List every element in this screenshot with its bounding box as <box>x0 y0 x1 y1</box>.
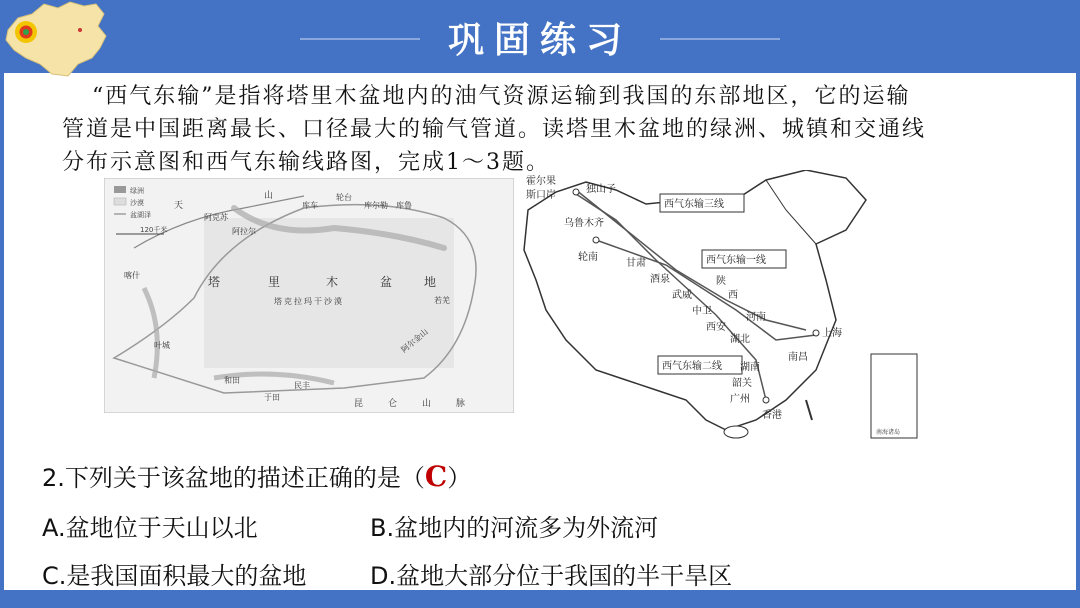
place-label: 陕 <box>716 276 726 287</box>
place-label: 和田 <box>224 376 240 385</box>
question-close: ） <box>447 464 472 492</box>
slide-title: 巩固练习 <box>447 19 632 61</box>
legend-label: 绿洲 <box>130 187 144 195</box>
legend-label: 盆湖泽 <box>130 211 151 219</box>
city-marker <box>593 237 599 243</box>
place-label: 上海 <box>822 328 842 339</box>
place-label: 斯口岸 <box>526 190 556 201</box>
place-label: 阿克苏 <box>204 213 228 222</box>
place-label: 湖南 <box>740 362 760 373</box>
option-c[interactable]: C.是我国面积最大的盆地 <box>42 562 307 590</box>
passage-line: “西气东输”是指将塔里木盆地内的油气资源运输到我国的东部地区，它的运输 <box>92 84 911 109</box>
place-label: 叶城 <box>154 341 170 350</box>
place-label: 木 <box>326 275 339 289</box>
place-label: 昆 <box>354 399 364 409</box>
passage-line: 分布示意图和西气东输线路图，完成1～3题。 <box>62 150 550 175</box>
place-label: 塔 <box>208 275 221 289</box>
place-label: 广州 <box>730 394 750 405</box>
place-label: 脉 <box>456 399 466 409</box>
place-label: 武威 <box>672 290 692 301</box>
place-label: 阿尔金山 <box>399 327 430 355</box>
place-label: 湖北 <box>730 334 750 345</box>
frame-right <box>1076 73 1080 590</box>
answer-mark: C <box>424 460 448 493</box>
place-label: 河南 <box>746 312 766 323</box>
place-label: 民丰 <box>294 381 310 390</box>
place-label: 山 <box>422 399 432 409</box>
place-label: 山 <box>264 191 274 201</box>
city-marker <box>813 330 819 336</box>
place-label: 中卫 <box>692 306 712 317</box>
legend-label: 沙漠 <box>130 199 144 207</box>
footer-bar <box>0 590 1080 608</box>
pipeline-route-map <box>516 170 926 442</box>
place-label: 甘肃 <box>626 258 646 269</box>
place-label: 酒泉 <box>650 274 670 285</box>
legend-swatch-oasis <box>114 186 126 193</box>
inset-south-china-sea <box>871 354 917 438</box>
place-label: 盆 <box>380 275 393 289</box>
place-label: 独山子 <box>586 184 616 195</box>
option-d[interactable]: D.盆地大部分位于我国的半干旱区 <box>370 562 733 590</box>
place-label: 库车 <box>302 201 318 210</box>
place-label: 韶关 <box>732 378 752 389</box>
place-label: 乌鲁木齐 <box>564 218 604 229</box>
place-label: 里 <box>268 275 281 289</box>
place-label: 霍尔果 <box>526 176 556 187</box>
place-label: 库尔勒 <box>364 201 388 210</box>
title-bar <box>0 0 1080 73</box>
pipeline-label-3: 西气东输三线 <box>664 199 724 210</box>
legend-swatch-desert <box>114 198 126 205</box>
place-label: 地 <box>424 275 437 289</box>
pipeline-label-1: 西气东输一线 <box>706 255 766 266</box>
place-label: 轮南 <box>578 252 598 263</box>
city-marker <box>573 189 579 195</box>
place-label: 若羌 <box>434 296 450 305</box>
tarim-basin-map <box>104 178 514 413</box>
place-label: 阿拉尔 <box>232 227 256 236</box>
question-text: 2.下列关于该盆地的描述正确的是（ <box>42 464 425 492</box>
place-label: 南昌 <box>788 352 808 363</box>
place-label: 西 <box>728 290 738 301</box>
place-label: 轮台 <box>336 193 352 202</box>
china-map-icon <box>0 0 120 82</box>
place-label: 塔克拉玛干沙漠 <box>274 297 344 306</box>
passage-line: 管道是中国距离最长、口径最大的输气管道。读塔里木盆地的绿洲、城镇和交通线 <box>62 117 927 142</box>
option-a[interactable]: A.盆地位于天山以北 <box>42 514 258 542</box>
place-label: 库鲁 <box>396 201 412 210</box>
place-label: 西安 <box>706 322 726 333</box>
pipeline-label-2: 西气东输二线 <box>662 361 722 372</box>
inset-label: 南海诸岛 <box>876 429 901 436</box>
scale-label: 120千米 <box>140 226 168 234</box>
place-label: 于田 <box>264 393 280 402</box>
place-label: 香港 <box>762 410 782 421</box>
place-label: 天 <box>174 201 184 211</box>
question-stem <box>42 458 471 493</box>
option-b[interactable]: B.盆地内的河流多为外流河 <box>370 514 659 542</box>
place-label: 仑 <box>388 399 398 409</box>
reading-passage <box>62 80 1042 179</box>
frame-left <box>0 73 4 590</box>
place-label: 喀什 <box>124 271 140 280</box>
city-marker <box>763 397 769 403</box>
